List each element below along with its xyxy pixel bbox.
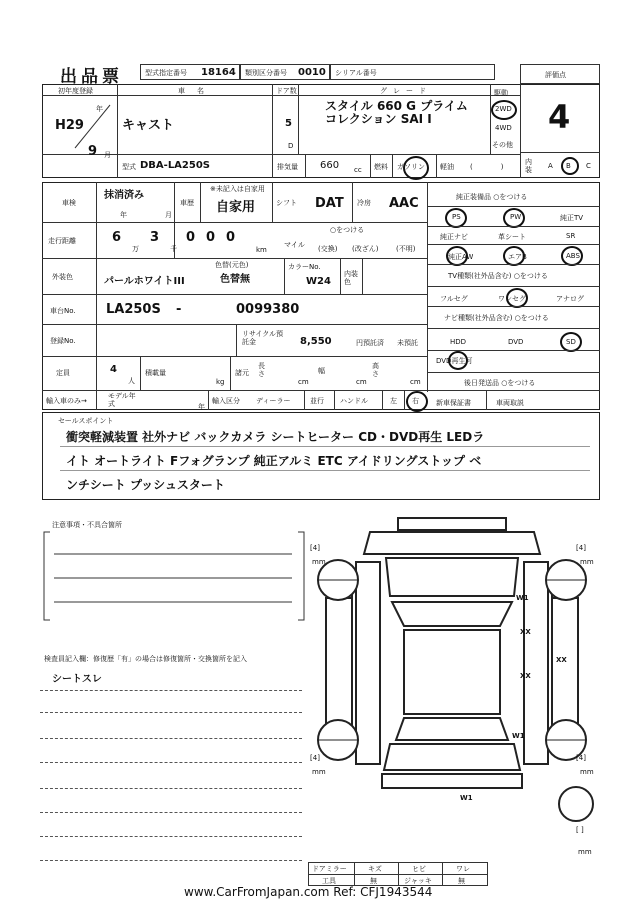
mileage-digit-4: 0 (206, 230, 216, 245)
interior-circle (561, 157, 579, 175)
class-no-value: 0010 (298, 67, 326, 78)
color-value: パールホワイトIII (104, 276, 185, 287)
damage-mark-1: W1 (516, 594, 529, 602)
equip-aw: 純正AW (448, 253, 474, 261)
drive-label: 駆動 (494, 89, 508, 97)
height-label: 高さ (372, 362, 379, 378)
later-title: 後日発送品 ○をつける (464, 379, 536, 387)
mileage-digit-3: 0 (186, 230, 196, 245)
car-diagram (300, 514, 600, 804)
damage-mark-4: XX (520, 672, 531, 680)
width-label: 幅 (318, 367, 325, 375)
mileage-unknown: (不明) (396, 245, 416, 253)
navi-dvd: DVD (508, 338, 524, 346)
sales-line-2: イト オートライト Fフォグランプ 純正アルミ ETC アイドリングストップ ベ (66, 454, 482, 468)
sales-line-3: ンチシート プッシュスタート (66, 478, 225, 492)
width-cm: cm (356, 378, 367, 386)
navi-hdd: HDD (450, 338, 467, 346)
navi-sd: SD (566, 338, 576, 346)
fuel-diesel: 軽油 (440, 163, 454, 171)
cc-value: 660 (320, 160, 340, 171)
load-kg: kg (216, 378, 225, 386)
cc-unit: cc (354, 166, 362, 174)
month-unit: 月 (104, 151, 111, 159)
recycle-label: リサイクル預託金 (242, 330, 284, 346)
equip-abs: ABS (566, 252, 580, 260)
damage-mark-6: W1 (460, 794, 473, 802)
first-reg-year: H29 (55, 118, 84, 133)
tread-rear-right: [4] (576, 754, 586, 762)
equip-abs-circle (561, 246, 583, 266)
mirror-split: ワレ (456, 865, 470, 873)
tread-front-right-unit: mm (580, 558, 594, 566)
mileage-km: km (256, 246, 267, 254)
fuel-circle (403, 156, 429, 180)
tv-oneseg-circle (506, 288, 528, 308)
shift-label: シフト (276, 199, 297, 207)
color-no-value: W24 (306, 276, 331, 287)
length-label: 長さ (258, 362, 265, 378)
history-note: ※未記入は自家用 (210, 185, 265, 193)
height-cm: cm (410, 378, 421, 386)
score-label-box (520, 64, 600, 84)
interior-label: 内装 (525, 158, 532, 174)
recycle-paid: 円預託済 (356, 339, 384, 347)
jack-label: ジャッキ (404, 877, 432, 885)
color-change-value: 色替無 (220, 274, 250, 285)
navi-dvd-play-circle (448, 351, 468, 370)
handle-left: 左 (390, 397, 397, 405)
model-value: DBA-LA250S (140, 160, 210, 171)
color-orig-label: 色替(元色) (215, 261, 249, 269)
equip-leather: 革シート (498, 233, 526, 241)
size-label: 諸元 (235, 369, 249, 377)
mirror-crack: ヒビ (412, 865, 426, 873)
ac-value: AAC (389, 196, 419, 211)
mileage-man: 万 (132, 245, 139, 253)
chassis-dash: - (176, 302, 182, 317)
capacity-value: 4 (110, 364, 117, 375)
grade-value: スタイル 660 G プライムコレクション SAI I (325, 99, 468, 126)
equip-title: 純正装備品 ○をつける (456, 193, 528, 201)
inspection-label: 車検 (62, 199, 76, 207)
interior-c: C (586, 162, 591, 170)
interior-a: A (548, 162, 553, 170)
mileage-sen: 千 (170, 245, 177, 253)
spare-tread-unit: mm (578, 848, 592, 856)
mileage-altered: (改ざん) (352, 245, 379, 253)
fuel-gasoline: ガソリン (397, 163, 425, 171)
tv-title: TV種類(社外品含む) ○をつける (448, 272, 548, 280)
tread-rear-left-unit: mm (312, 768, 326, 776)
shift-value: DAT (315, 196, 344, 211)
damage-mark-5: W1 (512, 732, 525, 740)
color-label: 外装色 (52, 273, 73, 281)
history-label: 車歴 (180, 199, 194, 207)
year-unit: 年 (96, 105, 103, 113)
capacity-unit: 人 (128, 377, 135, 385)
mile-label: マイル (284, 241, 305, 249)
serial-box (330, 64, 495, 80)
mileage-digit-2: 3 (150, 230, 160, 245)
navi-sd-circle (560, 332, 582, 352)
type-no-box (140, 64, 240, 80)
handle-right-circle (406, 391, 428, 412)
import-dealer: ディーラー (256, 397, 291, 405)
import-parallel: 並行 (310, 397, 324, 405)
tread-front-left-unit: mm (312, 558, 326, 566)
doors-value: 5 (285, 118, 292, 129)
equip-airbag-circle (503, 246, 525, 266)
import-class-label: 輸入区分 (212, 397, 240, 405)
handle-label: ハンドル (340, 397, 368, 405)
damage-mark-3: XX (556, 656, 567, 664)
load-label: 積載量 (145, 369, 166, 377)
tread-front-left: [4] (310, 544, 320, 552)
recycle-value: 8,550 (300, 336, 332, 347)
damage-mark-2: XX (520, 628, 531, 636)
first-reg-month: 9 (88, 144, 98, 159)
drive-2wd-circle (491, 100, 517, 120)
notes-bracket (40, 526, 310, 626)
doors-unit: D (288, 142, 294, 150)
tread-rear-left: [4] (310, 754, 320, 762)
grade-label: グレード (380, 87, 432, 95)
chassis-label: 車台No. (50, 307, 76, 315)
cc-label: 排気量 (277, 163, 298, 171)
int-color-label: 内装色 (344, 270, 358, 286)
equip-airbag: エアB (508, 253, 527, 261)
class-no-label: 類別区分番号 (245, 69, 287, 77)
inspection-value: 抹消済み (104, 190, 144, 201)
jack-none: 無 (458, 877, 465, 885)
mileage-exchange: (交換) (318, 245, 338, 253)
model-label: 型式 (122, 163, 136, 171)
model-year-label: モデル年式 (108, 392, 136, 408)
equip-aw-circle (446, 246, 468, 266)
equip-ps-circle (445, 208, 467, 228)
tv-oneseg: ワンセグ (498, 295, 526, 303)
spare-tire-icon (556, 784, 596, 824)
tread-front-right: [4] (576, 544, 586, 552)
length-cm: cm (298, 378, 309, 386)
first-reg-label: 初年度登録 (58, 87, 93, 95)
type-no-value: 18164 (201, 67, 236, 78)
mileage-digit-5: 0 (226, 230, 236, 245)
tv-fullseg: フルセグ (440, 295, 468, 303)
later-warranty: 新車保証書 (436, 399, 471, 407)
handle-right: 右 (412, 397, 419, 405)
reg-no-label: 登録No. (50, 337, 76, 345)
capacity-label: 定員 (56, 369, 70, 377)
car-name-value: キャスト (122, 118, 175, 133)
chassis-no: 0099380 (236, 302, 300, 317)
spare-tread: [ ] (576, 826, 584, 834)
mileage-mark-label: ○をつける (330, 226, 365, 234)
drive-4wd: 4WD (495, 124, 512, 132)
ac-label: 冷房 (357, 199, 371, 207)
equip-navi: 純正ナビ (440, 233, 468, 241)
doors-label: ドア数 (276, 87, 297, 95)
type-no-label: 型式指定番号 (145, 69, 187, 77)
navi-dvd-play: DVD再生可 (436, 357, 473, 365)
car-name-label: 車名 (178, 87, 216, 95)
mileage-label: 走行距離 (48, 237, 76, 245)
equip-ps: PS (452, 213, 461, 221)
equip-pw: PW (510, 213, 522, 221)
drive-2wd: 2WD (495, 105, 512, 113)
equip-pw-circle (503, 208, 525, 228)
date-divider-icon (70, 100, 115, 150)
recycle-unpaid: 未預託 (397, 339, 418, 347)
page-title: 出品票 (60, 67, 123, 87)
mirror-scratch: キズ (368, 865, 382, 873)
inspection-month-unit: 月 (165, 211, 172, 219)
inspection-year-unit: 年 (120, 211, 127, 219)
tools-none: 無 (370, 877, 377, 885)
serial-label: シリアル番号 (335, 69, 377, 77)
model-year-unit: 年 (198, 403, 205, 411)
sales-label: セールスポイント (58, 417, 114, 425)
fuel-paren: ( ) (470, 163, 504, 171)
inspector-label: 検査員記入欄：修復歴「有」の場合は修復箇所・交換箇所を記入 (44, 655, 247, 663)
watermark: www.CarFromJapan.com Ref: CFJ1943544 (184, 885, 433, 899)
mileage-digit-1: 6 (112, 230, 122, 245)
later-manual: 車両取説 (496, 399, 524, 407)
equip-tv: 純正TV (560, 214, 584, 222)
tv-analog: アナログ (556, 295, 584, 303)
tread-rear-right-unit: mm (580, 768, 594, 776)
mirror-label: ドアミラー (312, 865, 347, 873)
color-no-label: カラーNo. (288, 263, 321, 271)
drive-other: その他 (492, 141, 513, 149)
class-no-box (240, 64, 330, 80)
notes-label: 注意事項・不具合箇所 (52, 521, 122, 529)
score-value: 4 (548, 98, 571, 136)
navi-title: ナビ種類(社外品含む) ○をつける (444, 314, 549, 322)
fuel-label: 燃料 (374, 163, 388, 171)
chassis-model: LA250S (106, 302, 161, 317)
interior-b: B (566, 162, 571, 170)
import-label: 輸入車のみ→ (46, 397, 87, 405)
equip-sr: SR (566, 232, 576, 240)
sales-line-1: 衝突軽減装置 社外ナビ バックカメラ シートヒーター CD・DVD再生 LEDラ (66, 430, 485, 444)
inspector-note: シートスレ (52, 674, 102, 685)
score-label: 評価点 (545, 71, 566, 79)
tools-label: 工具 (322, 877, 336, 885)
history-value: 自家用 (216, 200, 256, 215)
